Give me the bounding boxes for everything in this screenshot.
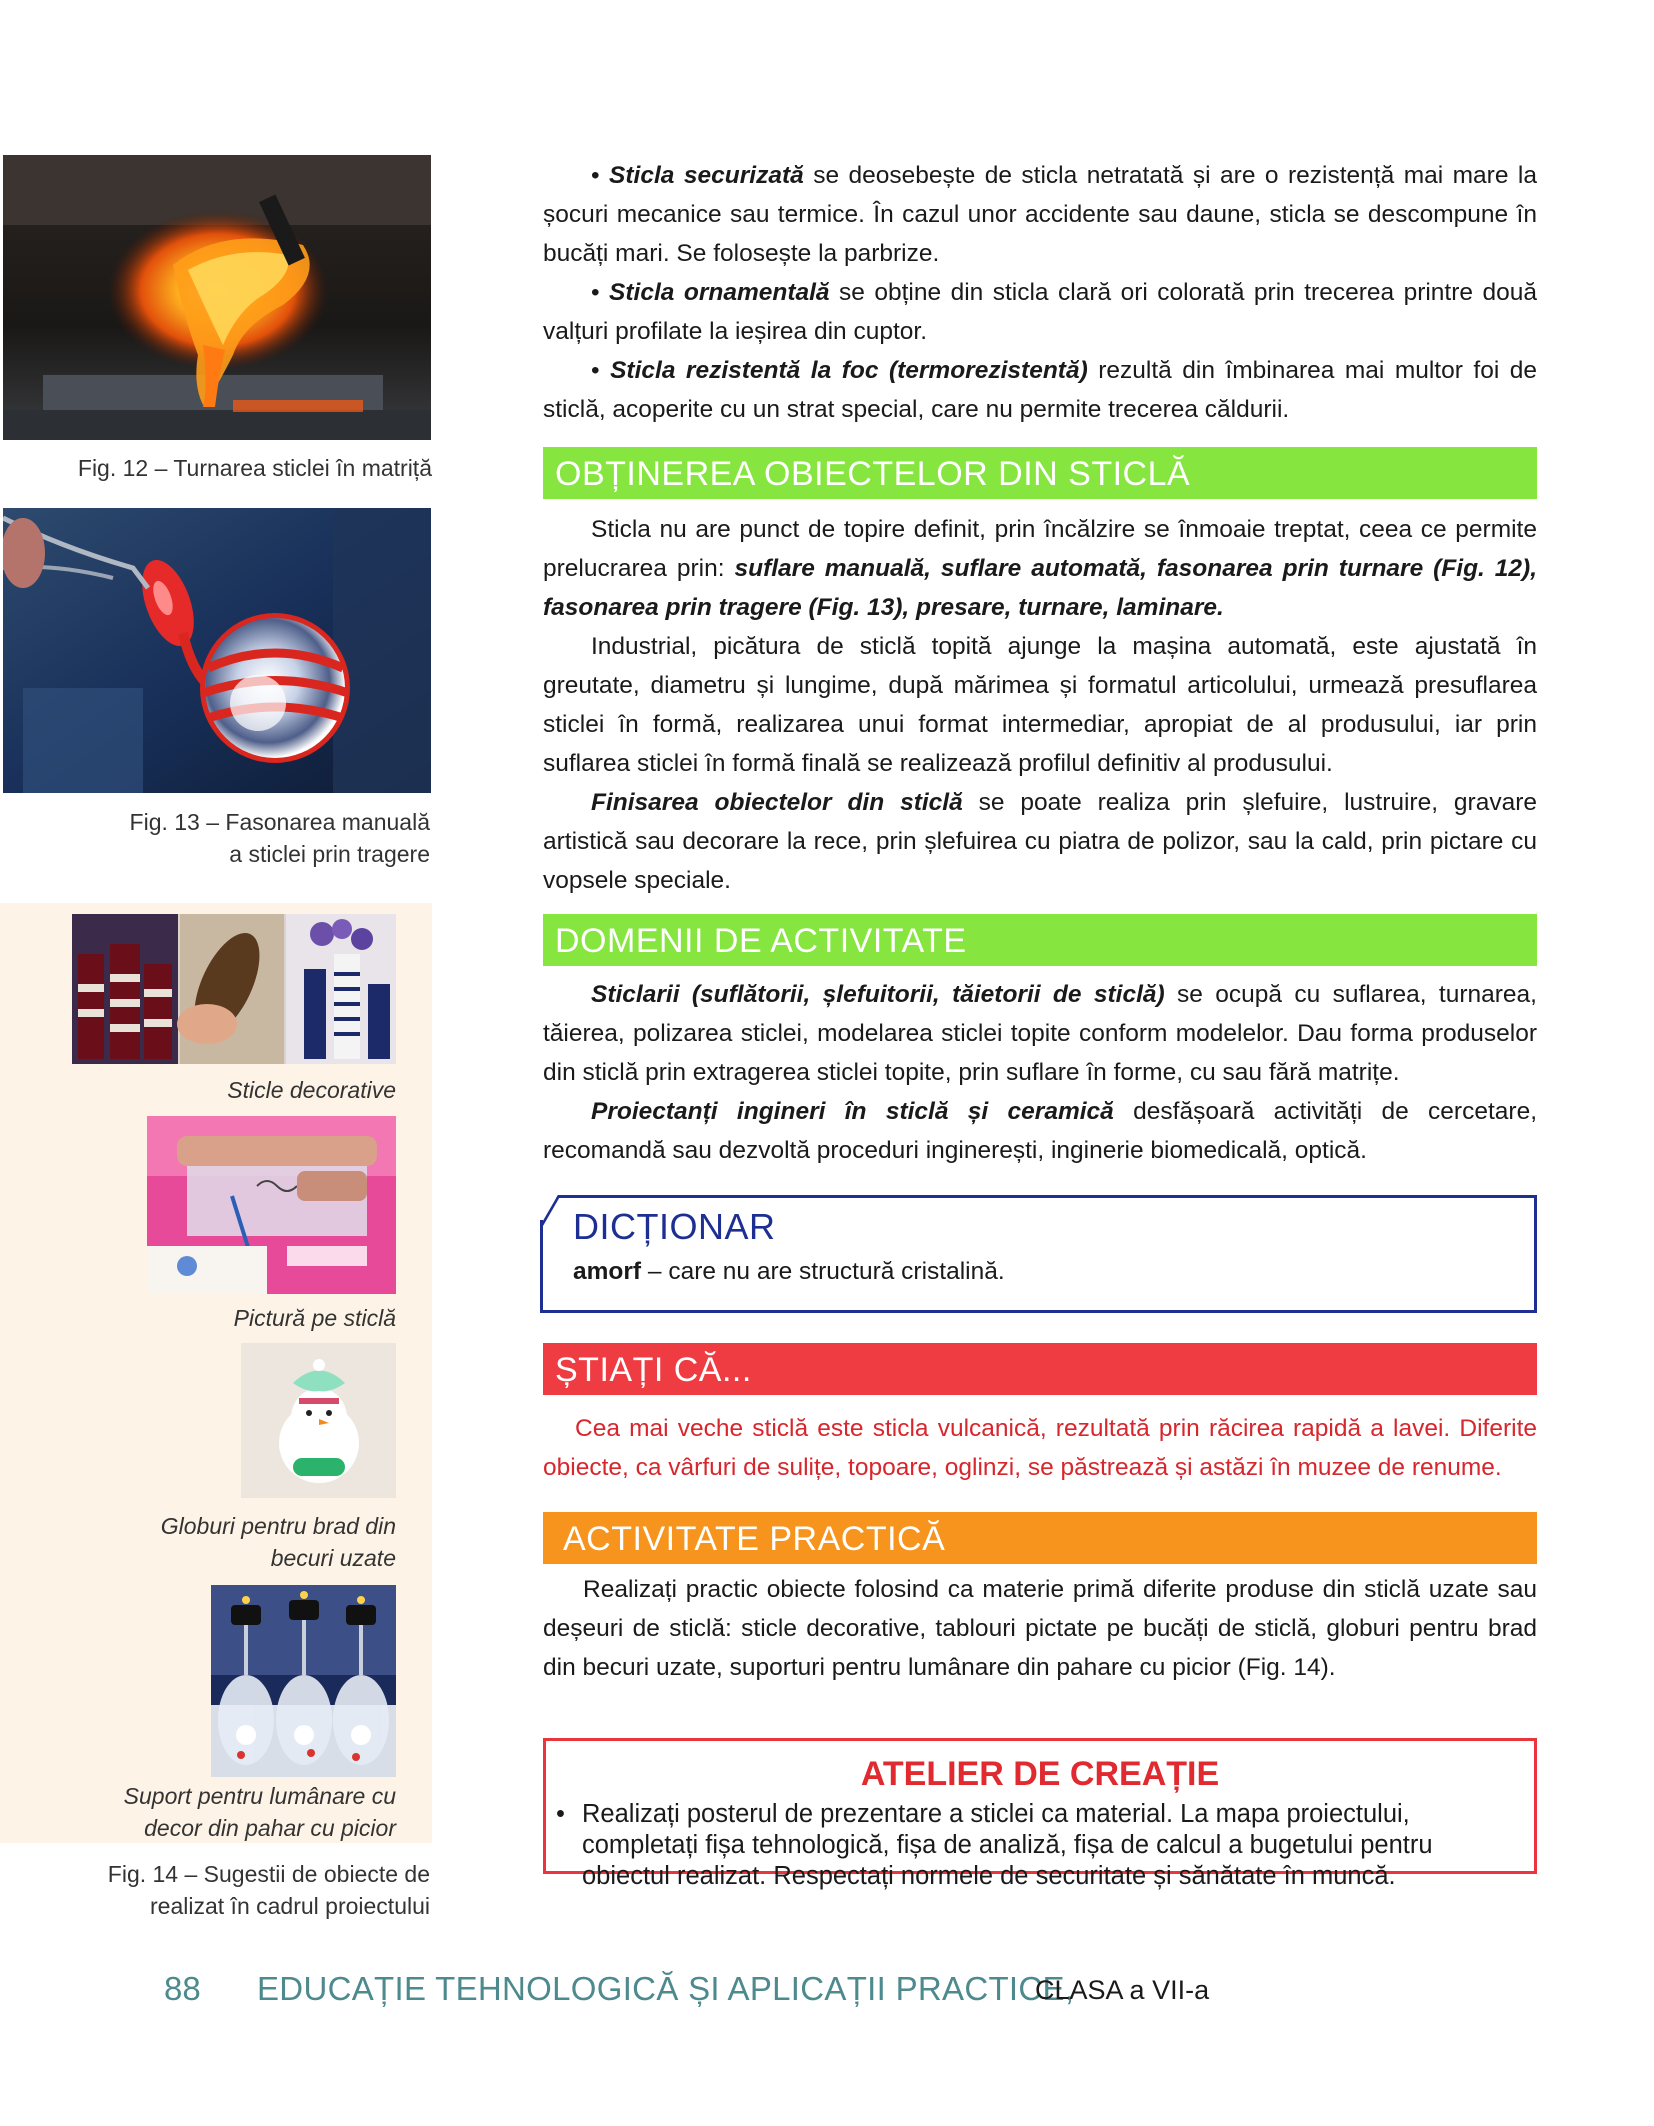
bullet-securizata: • Sticla securizată se deosebește de sticla netratată și are o rezistență mai mare la șocuri mecanice sau termice. În cazul unor accidente sau daune, sticla se descompune în bucăți mari. Se folosește la parbrize. [543,162,1537,267]
dictionary-entry: amorf – care nu are structură cristalină. [573,1258,1005,1285]
caption-ornament-line2: becuri uzate [270,1545,396,1571]
caption-fig12: Fig. 12 – Turnarea sticlei în matriță [77,455,432,481]
footer-book-title: EDUCAȚIE TEHNOLOGICĂ ȘI APLICAȚII PRACTICE, [257,1970,1075,2007]
photo-glass-pouring [3,155,431,440]
photo-candle-holders [211,1585,396,1777]
photo-glass-drawing [3,508,431,793]
caption-candles-line1: Suport pentru lumânare cu [123,1783,396,1809]
obtinerea-paragraph-3: Finisarea obiectelor din sticlă se poate realiza prin șlefuire, lustruire, gravare artistică sau decorare la rece, prin șlefuirea cu piatra de polizor, sau la cald, prin pictare cu vopsele speciale. [543,789,1537,894]
footer-class: CLASA a VII-a [1035,1975,1210,2005]
bullet-ornamentala: • Sticla ornamentală se obține din sticla clară ori colorată prin trecerea printre două valțuri profilate la ieșirea din cuptor. [543,279,1537,345]
glass-types-list [543,156,1537,429]
caption-candles-line2: decor din pahar cu picior [144,1815,396,1841]
photo-decorative-bottles [72,914,396,1064]
stiati-text: Cea mai veche sticlă este sticla vulcanică, rezultată prin răcirea rapidă a lavei. Diferite obiecte, ca vârfuri de sulițe, topoare, oglinzi, se păstrează și astăzi în muzee de renume. [543,1415,1537,1481]
obtinerea-paragraph-1: Sticla nu are punct de topire definit, prin încălzire se înmoaie treptat, ceea ce permite prelucrarea prin: suflare manuală, suflare automată, fasonarea prin turnare (Fig. 12), fasonarea prin tragere (Fig. 13), presare, turnare, laminare. [543,516,1538,621]
heading-obtinerea: OBȚINEREA OBIECTELOR DIN STICLĂ [543,447,1537,499]
section-domenii-text [543,975,1537,1170]
heading-activitate: ACTIVITATE PRACTICĂ [543,1512,1537,1564]
photo-bulb-ornament [241,1343,396,1498]
caption-fig14-line2: realizat în cadrul proiectului [150,1893,430,1919]
section-obtinerea-text [543,510,1537,900]
atelier-item: • Realizați posterul de prezentare a sticlei ca material. La mapa proiectului, completați fișa tehnologică, fișa de analiză, fișa de calcul a bugetului pentru obiectul realizat. Respectați normele de securitate și sănătate în muncă. [554,1799,1514,1892]
heading-stiati: ȘTIAȚI CĂ... [543,1343,1537,1395]
activitate-text: Realizați practic obiecte folosind ca materie primă diferite produse din sticlă uzate sau deșeuri de sticlă: sticle decorative, tablouri pictate pe bucăți de sticlă, globuri pentru brad din becuri uzate, suporturi pentru lumânare din pahare cu picior (Fig. 14). [543,1576,1537,1681]
caption-fig13-line2: a sticlei prin tragere [229,841,430,867]
atelier-title: ATELIER DE CREAȚIE [860,1755,1220,1793]
caption-fig14-line1: Fig. 14 – Sugestii de obiecte de [107,1861,430,1887]
caption-glass-painting: Pictură pe sticlă [233,1305,396,1331]
atelier-list [554,1799,1514,1892]
dictionary-box [543,1195,1537,1313]
domenii-paragraph-2: Proiectanți ingineri în sticlă și ceramică desfășoară activități de cercetare, recomandă sau dezvoltă proceduri inginerești, inginerie biomedicală, optică. [543,1098,1537,1164]
page-number: 88 [164,1970,201,2007]
atelier-box [543,1738,1537,1890]
obtinerea-paragraph-2: Industrial, picătura de sticlă topită ajunge la mașina automată, este ajustată în greutate, diametru și lungime, după mărimea și formatul articolului, urmează presuflarea sticlei în formă, realizarea unui format intermediar, apropiat de al produsului, iar prin suflarea sticlei în formă finală se realizează profilul definitiv al produsului. [543,633,1537,777]
dictionary-title: DICȚIONAR [573,1206,776,1247]
domenii-paragraph-1: Sticlarii (suflătorii, șlefuitorii, tăietorii de sticlă) se ocupă cu suflarea, turnarea, tăierea, polizarea sticlei, modelarea sticlei topite conform modelelor. Dau forma produselor din sticlă prin extragerea sticlei topite, prin suflare în forme, cu sau fără matrițe. [543,981,1537,1086]
photo-glass-painting [147,1116,396,1294]
caption-fig13-line1: Fig. 13 – Fasonarea manuală [129,809,430,835]
heading-domenii: DOMENII DE ACTIVITATE [543,914,1537,966]
bullet-termorezistenta: • Sticla rezistentă la foc (termorezistentă) rezultă din îmbinarea mai multor foi de sticlă, acoperite cu un strat special, care nu permite trecerea căldurii. [543,357,1538,423]
caption-decorative-bottles: Sticle decorative [227,1077,396,1103]
caption-ornament-line1: Globuri pentru brad din [160,1513,396,1539]
